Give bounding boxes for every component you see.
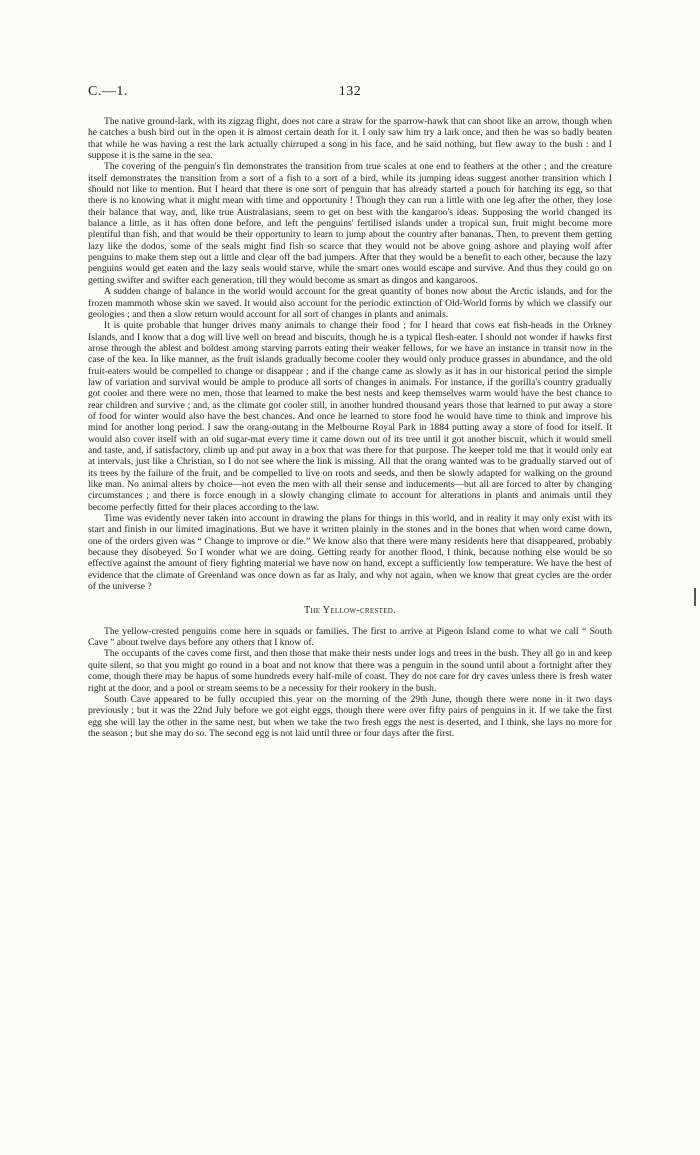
- paragraph: Time was evidently never taken into account in drawing the plans for things in this world, and in reality it may only exist with its start and finish in our limited imaginations. But we have it written plainly in the stones and in the bones that when word came down, one of the orders given was “ Change to improve or die.” We know also that there were many residents here that disappeared, probably because they disobeyed. So I wonder what we are doing. Getting ready for another flood, I think, because nothing else would be so effective against the amount of fiery fighting material we have now on hand, except a sufficiently low temperature. We have the best of evidence that the climate of Greenland was once down as far as Italy, and why not again, when we know that great cycles are the order of the universe ?: [88, 513, 612, 593]
- page-number: 132: [338, 84, 362, 99]
- document-reference: C.—1.: [88, 84, 128, 99]
- paragraph: A sudden change of balance in the world would account for the great quantity of bones now about the Arctic islands, and for the frozen mammoth whose skin we saved. It would also account for the periodic extinction of Old-World forms by which we classify our geologies ; and then a slow return would account for all sort of changes in plants and animals.: [88, 286, 612, 320]
- paragraph: The native ground-lark, with its zigzag flight, does not care a straw for the sparrow-hawk that can shoot like an arrow, though when he catches a bush bird out in the open it is almost certain death for it. I only saw him try a lark once, and then he was so badly beaten that while he was having a rest the lark actually chirruped a song in his face, and he said nothing, but flew away to the bush : and I suppose it is the same in the sea.: [88, 116, 612, 162]
- paragraph: It is quite probable that hunger drives many animals to change their food ; for I heard that cows eat fish-heads in the Orkney Islands, and I know that a dog will live well on bread and biscuits, though he is a typical flesh-eater. I should not wonder if hawks first arose through the ablest and boldest among starving parrots eating their weaker fellows, for we have an instance in transit now in the case of the kea. In like manner, as the fruit islands gradually become cooler they would only produce grasses in abundance, and the old fruit-eaters would be compelled to change or disappear ; and if the change came as slowly as it has in our historical period the simple law of variation and survival would be ample to produce all sorts of changes in animals. For instance, if the gorilla's country gradually got cooler and there were no men, those that learned to make the best nests and keep themselves warm would have the best chance to rear children and survive ; and, as the climate got cooler still, in another hundred thousand years those that learned to put away a store of food for winter would also have the best chances. And once he learned to store food he would have time to think and improve his mind for another long period. I saw the orang-outang in the Melbourne Royal Park in 1884 putting away a store of food for itself. It would also cover itself with an old sugar-mat every time it came down out of its tree until it got another biscuit, which it would smell and taste, and, if satisfactory, climb up and put away in a box that was there for that purpose. The keeper told me that it would only eat at intervals, just like a Christian, so I do not see where the link is missing. All that the orang wanted was to be gradually starved out of its trees by the failure of the fruit, and be compelled to live on roots and seeds, and then be slowly adapted for walking on the ground like man. No animal alters by choice—not even the men with all their sense and inducements—but all are forced to alter by changing circumstances ; and there is force enough in a slowly changing climate to account for alterations in plants and animals until they become perfectly fitted for their places according to the law.: [88, 320, 612, 513]
- scan-margin-mark: [694, 588, 696, 606]
- page-body: [88, 116, 612, 739]
- paragraph: The yellow-crested penguins come here in squads or families. The first to arrive at Pigeon Island come to what we call “ South Cave ” about twelve days before any others that I know of.: [88, 625, 612, 649]
- section-heading: The Yellow-crested.: [304, 605, 396, 617]
- paragraph: South Cave appeared to be fully occupied this year on the morning of the 29th June, though there were none in it two days previously ; but it was the 22nd July before we got eight eggs, though there were over fifty pairs of penguins in it. If we take the first egg she will lay the other in the same nest, but when we take the two fresh eggs the nest is deserted, and I think, she lays no more for the season ; but she may do so. The second egg is not laid until three or four days after the first.: [88, 693, 612, 739]
- paragraph: The occupants of the caves come first, and then those that make their nests under logs and trees in the bush. They all go in and keep quite silent, so that you might go round in a boat and not know that there was a penguin in the sound until about a fortnight after they come, though there may be hapus of some hundreds every half-mile of coast. They do not care for dry caves unless there is fresh water right at the door, and a pool or stream seems to be a necessity for their rookery in the bush.: [88, 648, 612, 694]
- page-header: [88, 84, 612, 102]
- paragraph: The covering of the penguin's fin demonstrates the transition from true scales at one end to feathers at the other ; and the creature itself demonstrates the transition from a sort of a fish to a sort of a bird, while its jumping ideas suggest another transition which I should not like to mention. But I heard that there is one sort of penguin that has already started a pouch for hatching its egg, so that there is no knowing what it might mean with time and opportunity ! Though they can run a little with one leg after the other, they lose their balance that way, and, like true Australasians, seem to get on best with the kangaroo's ideas. Supposing the world changed its balance a little, as it has often done before, and left the penguins' fertilised islands under a tropical sun, fruit might become more plentiful than fish, and that would be their opportunity to learn to jump about the country after bananas. Then, to prevent them getting lazy like the dodos, some of the seals might find fish so scarce that they would not be above going ashore and playing wolf after penguins to make them step out a little and clear off the bad jumpers. After that they would be a benefit to each other, because the lazy penguins would get eaten and the lazy seals would starve, while the smart ones would escape and survive. And thus they could go on getting swifter and swifter each generation, till they would become as smart as dingos and kangaroos.: [88, 161, 612, 286]
